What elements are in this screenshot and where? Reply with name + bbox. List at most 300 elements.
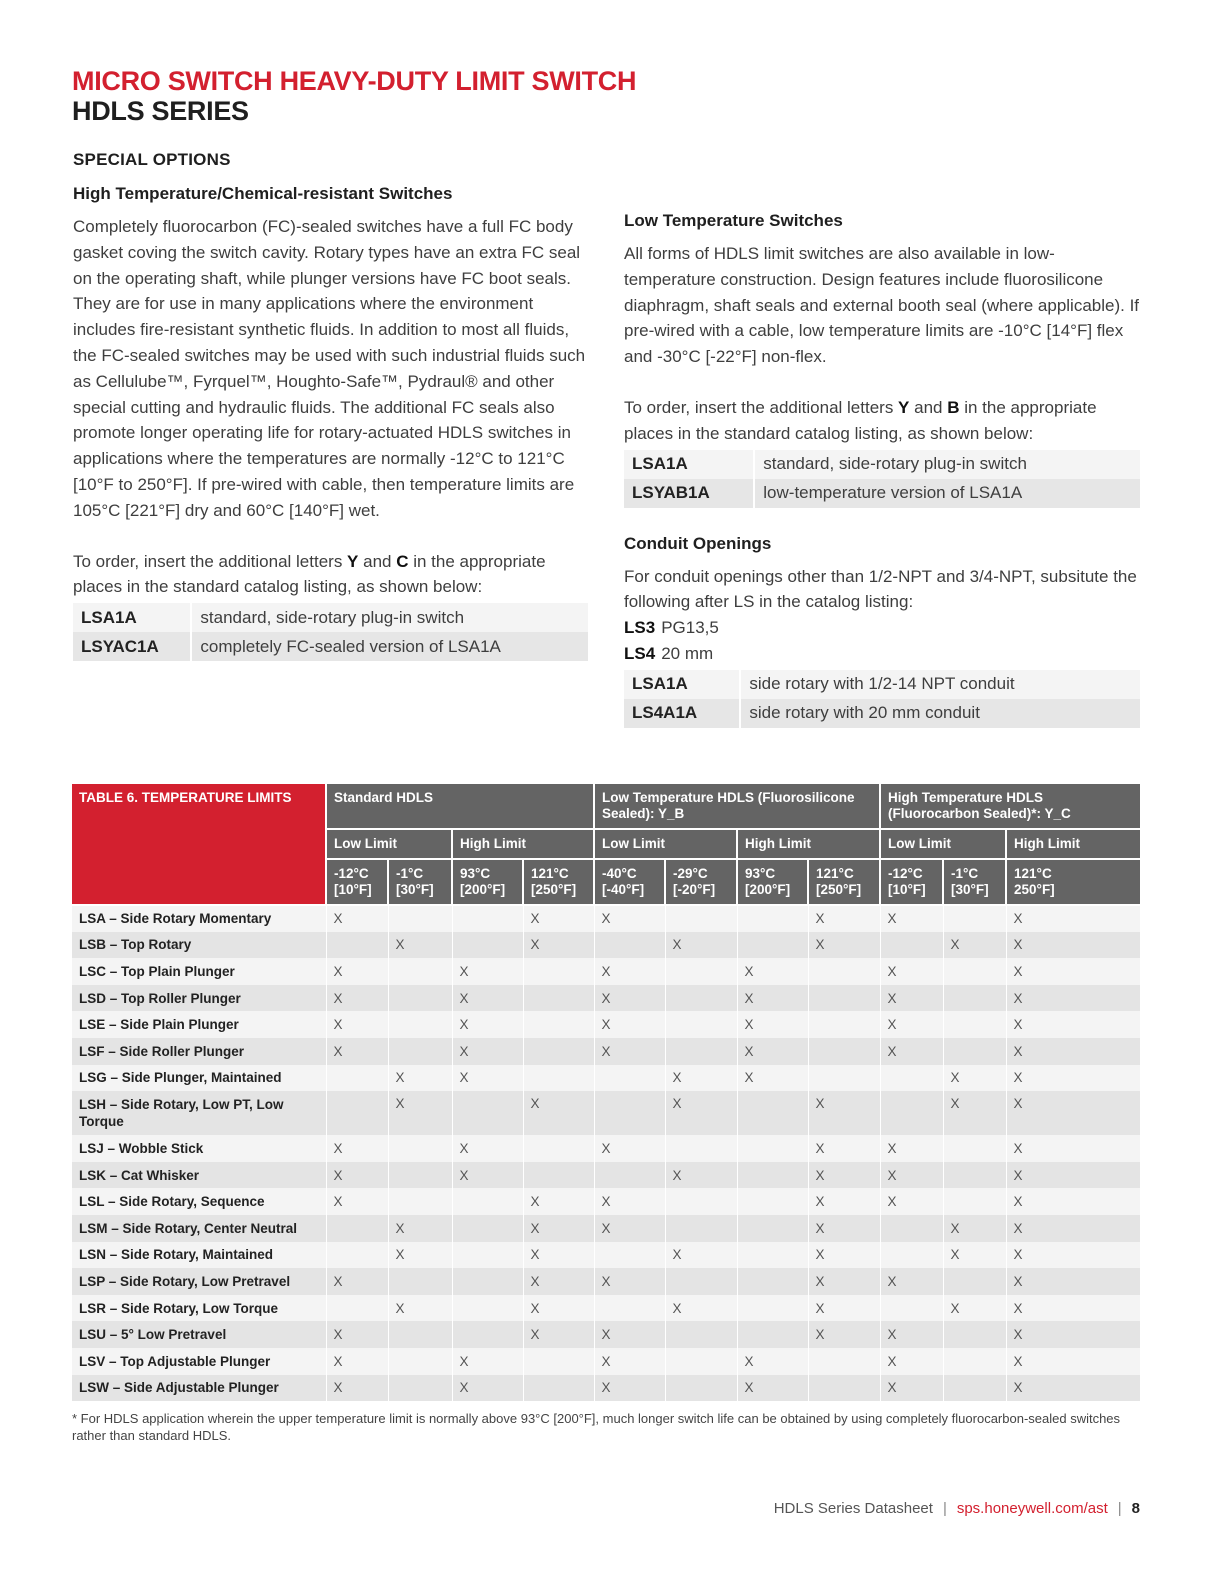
page-footer — [774, 1500, 1140, 1517]
limit-mark-cell: X — [880, 1348, 943, 1375]
switch-type-cell: LSF – Side Roller Plunger — [72, 1038, 326, 1065]
limit-mark-cell: X — [808, 1091, 880, 1135]
limit-mark-cell: X — [523, 1188, 594, 1215]
limit-mark-cell: X — [594, 1011, 665, 1038]
limit-mark-cell — [808, 985, 880, 1012]
order-letter-b: B — [947, 397, 960, 417]
switch-type-cell: LSR – Side Rotary, Low Torque — [72, 1295, 326, 1322]
limit-mark-cell: X — [388, 1065, 452, 1092]
limit-mark-cell: X — [388, 1242, 452, 1269]
limit-mark-cell — [594, 1242, 665, 1269]
limit-mark-cell: X — [808, 905, 880, 932]
desc-cell: standard, side-rotary plug-in switch — [754, 450, 1140, 479]
limit-mark-cell — [388, 1321, 452, 1348]
limit-mark-cell — [326, 1215, 388, 1242]
limit-mark-cell — [737, 1091, 808, 1135]
high-temp-code-table — [73, 603, 588, 661]
limit-mark-cell — [388, 1268, 452, 1295]
limit-mark-cell — [326, 932, 388, 959]
limit-mark-cell: X — [1006, 1065, 1140, 1092]
limit-mark-cell — [388, 985, 452, 1012]
temperature-header: 93°C [200°F] — [737, 859, 808, 905]
limit-mark-cell — [665, 1215, 737, 1242]
limit-mark-cell: X — [523, 932, 594, 959]
limit-mark-cell: X — [737, 1065, 808, 1092]
desc-cell: side rotary with 1/2-14 NPT conduit — [740, 670, 1140, 699]
table-row — [72, 1038, 1140, 1065]
limit-mark-cell — [880, 1091, 943, 1135]
limit-mark-cell: X — [665, 932, 737, 959]
limit-mark-cell: X — [880, 1011, 943, 1038]
limit-mark-cell: X — [594, 1215, 665, 1242]
limit-mark-cell: X — [880, 958, 943, 985]
table-row — [72, 1162, 1140, 1189]
low-temp-heading: Low Temperature Switches — [624, 211, 843, 230]
code-row — [624, 670, 1140, 699]
limit-mark-cell: X — [808, 1295, 880, 1322]
switch-type-cell: LSW – Side Adjustable Plunger — [72, 1375, 326, 1402]
limit-mark-cell — [665, 1011, 737, 1038]
limit-mark-cell — [943, 1011, 1006, 1038]
limit-header: Low Limit — [594, 829, 737, 859]
temperature-header: -1°C [30°F] — [388, 859, 452, 905]
limit-mark-cell — [523, 1348, 594, 1375]
limit-mark-cell — [388, 1348, 452, 1375]
right-column — [624, 211, 1140, 728]
limit-mark-cell: X — [594, 1135, 665, 1162]
special-options-heading: SPECIAL OPTIONS — [73, 150, 231, 169]
code-cell: LSA1A — [624, 670, 740, 699]
limit-mark-cell: X — [326, 1268, 388, 1295]
limit-mark-cell: X — [1006, 1295, 1140, 1322]
limit-mark-cell: X — [880, 905, 943, 932]
limit-mark-cell: X — [326, 905, 388, 932]
limit-mark-cell: X — [452, 1011, 523, 1038]
switch-type-cell: LSB – Top Rotary — [72, 932, 326, 959]
limit-mark-cell — [523, 1375, 594, 1402]
limit-mark-cell: X — [808, 1162, 880, 1189]
limit-mark-cell — [523, 1038, 594, 1065]
limit-mark-cell — [943, 1375, 1006, 1402]
limit-mark-cell — [665, 905, 737, 932]
limit-mark-cell: X — [1006, 1268, 1140, 1295]
limit-mark-cell: X — [326, 1375, 388, 1402]
limit-mark-cell: X — [1006, 905, 1140, 932]
limit-mark-cell — [943, 985, 1006, 1012]
switch-type-cell: LSD – Top Roller Plunger — [72, 985, 326, 1012]
limit-mark-cell — [326, 1295, 388, 1322]
limit-mark-cell — [388, 1188, 452, 1215]
page-title: MICRO SWITCH HEAVY-DUTY LIMIT SWITCH — [72, 66, 637, 96]
desc-cell: side rotary with 20 mm conduit — [740, 699, 1140, 728]
limit-mark-cell: X — [452, 1348, 523, 1375]
temperature-header: 121°C 250°F] — [1006, 859, 1140, 905]
limit-mark-cell: X — [665, 1295, 737, 1322]
limit-mark-cell: X — [452, 958, 523, 985]
limit-mark-cell — [388, 1011, 452, 1038]
limit-mark-cell: X — [594, 1038, 665, 1065]
limit-mark-cell: X — [326, 1188, 388, 1215]
limit-mark-cell — [880, 1242, 943, 1269]
limit-mark-cell: X — [737, 1038, 808, 1065]
limit-mark-cell — [665, 1321, 737, 1348]
temperature-header: -12°C [10°F] — [880, 859, 943, 905]
temperature-header: 121°C [250°F] — [808, 859, 880, 905]
limit-mark-cell: X — [1006, 1135, 1140, 1162]
page-number: 8 — [1131, 1500, 1140, 1517]
table-footnote: * For HDLS application wherein the upper temperature limit is normally above 93°C [200°F], much longer switch life can be obtained by using completely fluorocarbon-sealed switches rather than standard HDLS. — [72, 1411, 1121, 1443]
limit-mark-cell — [737, 1162, 808, 1189]
limit-mark-cell: X — [388, 1295, 452, 1322]
table-row — [72, 985, 1140, 1012]
limit-mark-cell: X — [665, 1091, 737, 1135]
limit-mark-cell — [943, 1348, 1006, 1375]
limit-mark-cell — [523, 1135, 594, 1162]
limit-mark-cell — [594, 1091, 665, 1135]
limit-header: Low Limit — [326, 829, 452, 859]
limit-mark-cell — [880, 1065, 943, 1092]
switch-type-cell: LSL – Side Rotary, Sequence — [72, 1188, 326, 1215]
limit-mark-cell — [665, 1375, 737, 1402]
code-row — [73, 603, 588, 632]
limit-mark-cell: X — [326, 1135, 388, 1162]
limit-mark-cell — [943, 1268, 1006, 1295]
limit-mark-cell: X — [452, 1162, 523, 1189]
limit-mark-cell: X — [943, 932, 1006, 959]
limit-mark-cell: X — [943, 1065, 1006, 1092]
code-row — [624, 450, 1140, 479]
limit-mark-cell: X — [452, 1065, 523, 1092]
table-row — [72, 1375, 1140, 1402]
code-cell: LS4A1A — [624, 699, 740, 728]
temperature-header: 93°C [200°F] — [452, 859, 523, 905]
table-title: TABLE 6. TEMPERATURE LIMITS — [72, 784, 326, 905]
limit-mark-cell: X — [808, 1135, 880, 1162]
limit-mark-cell: X — [1006, 1321, 1140, 1348]
limit-mark-cell — [326, 1242, 388, 1269]
limit-mark-cell: X — [1006, 958, 1140, 985]
table-row — [72, 932, 1140, 959]
table-row — [72, 1348, 1140, 1375]
limit-mark-cell — [880, 1295, 943, 1322]
limit-mark-cell: X — [1006, 1038, 1140, 1065]
limit-mark-cell — [737, 1188, 808, 1215]
limit-mark-cell: X — [594, 985, 665, 1012]
limit-header: High Limit — [737, 829, 880, 859]
switch-type-cell: LSH – Side Rotary, Low PT, Low Torque — [72, 1091, 326, 1135]
limit-mark-cell: X — [452, 985, 523, 1012]
limit-mark-cell — [665, 1268, 737, 1295]
limit-mark-cell: X — [1006, 1188, 1140, 1215]
limit-mark-cell: X — [943, 1295, 1006, 1322]
limit-mark-cell: X — [594, 1321, 665, 1348]
limit-mark-cell: X — [737, 985, 808, 1012]
conduit-paragraph: For conduit openings other than 1/2-NPT and 3/4-NPT, subsitute the following after LS in the catalog listing: — [624, 566, 1137, 612]
switch-type-cell: LSG – Side Plunger, Maintained — [72, 1065, 326, 1092]
limit-mark-cell — [388, 1135, 452, 1162]
code-row — [624, 479, 1140, 508]
temperature-header: -40°C [-40°F] — [594, 859, 665, 905]
limit-mark-cell — [452, 1321, 523, 1348]
limit-mark-cell: X — [808, 932, 880, 959]
low-temp-order-text: To order, insert the additional letters Y and B in the appropriate places in the standard catalog listing, as shown below: — [624, 397, 1097, 443]
table-row — [72, 1242, 1140, 1269]
footer-doc-name: HDLS Series Datasheet — [773, 1500, 933, 1517]
limit-mark-cell: X — [880, 1321, 943, 1348]
order-letter-y: Y — [347, 551, 359, 571]
limit-mark-cell — [665, 985, 737, 1012]
table-row — [72, 1065, 1140, 1092]
table-row — [72, 1188, 1140, 1215]
limit-mark-cell — [665, 1135, 737, 1162]
high-temp-paragraph: Completely fluorocarbon (FC)-sealed switches have a full FC body gasket coving the switch cavity. Rotary types have an extra FC seal on the operating shaft, while plunger versions have FC boot seals. They are for use in many applications where the environment includes fire-resistant synthetic fluids. In addition to most all fluids, the FC-sealed switches may be used with such industrial fluids such as Cellulube™, Fyrquel™, Houghto-Safe™, Pydraul® and other special cutting and hydraulic fluids. The additional FC seals also promote longer operating life for rotary-actuated HDLS switches in applications where the temperatures are normally -12°C to 121°C [10°F to 250°F]. If pre-wired with cable, then temperature limits are 105°C [221°F] dry and 60°C [140°F] wet. — [73, 217, 586, 520]
order-letter-y: Y — [898, 397, 910, 417]
limit-mark-cell: X — [594, 1375, 665, 1402]
limit-mark-cell — [665, 958, 737, 985]
temperature-limits-table-wrap — [72, 784, 1140, 1401]
low-temp-paragraph: All forms of HDLS limit switches are also available in low-temperature construction. Design features include fluorosilicone diaphragm, shaft seals and external booth seal (where applicable). If pre-wired with a cable, low temperature limits are -10°C [14°F] flex and -30°C [-22°F] non-flex. — [624, 244, 1140, 367]
limit-mark-cell: X — [452, 1135, 523, 1162]
limit-mark-cell — [388, 1162, 452, 1189]
limit-mark-cell: X — [326, 1011, 388, 1038]
limit-mark-cell: X — [1006, 1091, 1140, 1135]
limit-mark-cell: X — [523, 1268, 594, 1295]
group-header: Standard HDLS — [326, 784, 594, 829]
limit-mark-cell — [808, 1038, 880, 1065]
limit-mark-cell — [452, 1295, 523, 1322]
limit-mark-cell: X — [808, 1268, 880, 1295]
low-temp-code-table — [624, 450, 1140, 508]
limit-mark-cell: X — [808, 1215, 880, 1242]
limit-mark-cell: X — [326, 1038, 388, 1065]
limit-mark-cell: X — [880, 985, 943, 1012]
order-letter-c: C — [396, 551, 409, 571]
limit-mark-cell — [737, 1135, 808, 1162]
limit-mark-cell: X — [326, 958, 388, 985]
table-row — [72, 1135, 1140, 1162]
desc-cell: standard, side-rotary plug-in switch — [191, 603, 588, 632]
limit-mark-cell — [452, 932, 523, 959]
limit-mark-cell — [523, 1011, 594, 1038]
limit-mark-cell: X — [1006, 1215, 1140, 1242]
table-row — [72, 1268, 1140, 1295]
limit-mark-cell — [737, 1321, 808, 1348]
limit-mark-cell: X — [880, 1135, 943, 1162]
limit-mark-cell — [452, 1188, 523, 1215]
limit-mark-cell — [594, 1162, 665, 1189]
limit-mark-cell — [943, 1038, 1006, 1065]
limit-mark-cell — [880, 932, 943, 959]
limit-mark-cell — [452, 1268, 523, 1295]
page-subtitle: HDLS SERIES — [72, 96, 249, 126]
temperature-header: 121°C [250°F] — [523, 859, 594, 905]
limit-mark-cell — [943, 905, 1006, 932]
limit-mark-cell — [808, 1375, 880, 1402]
limit-mark-cell — [523, 1065, 594, 1092]
switch-type-cell: LSV – Top Adjustable Plunger — [72, 1348, 326, 1375]
code-cell: LSA1A — [73, 603, 191, 632]
limit-mark-cell — [388, 958, 452, 985]
switch-type-cell: LSK – Cat Whisker — [72, 1162, 326, 1189]
limit-mark-cell — [880, 1215, 943, 1242]
limit-mark-cell: X — [523, 1215, 594, 1242]
limit-mark-cell — [943, 1188, 1006, 1215]
high-temp-order-text: To order, insert the additional letters Y and C in the appropriate places in the standard catalog listing, as shown below: — [73, 551, 546, 597]
limit-mark-cell: X — [1006, 1242, 1140, 1269]
limit-mark-cell: X — [808, 1188, 880, 1215]
limit-mark-cell: X — [1006, 1011, 1140, 1038]
limit-mark-cell: X — [326, 1348, 388, 1375]
group-header: Low Temperature HDLS (Fluorosilicone Sealed): Y_B — [594, 784, 880, 829]
limit-mark-cell: X — [808, 1321, 880, 1348]
limit-mark-cell: X — [594, 958, 665, 985]
limit-mark-cell: X — [523, 1295, 594, 1322]
temperature-header: -1°C [30°F] — [943, 859, 1006, 905]
limit-mark-cell — [452, 1242, 523, 1269]
limit-mark-cell — [943, 1135, 1006, 1162]
limit-mark-cell: X — [880, 1375, 943, 1402]
limit-mark-cell: X — [452, 1375, 523, 1402]
high-temp-heading: High Temperature/Chemical-resistant Switches — [73, 184, 453, 203]
limit-mark-cell: X — [388, 1091, 452, 1135]
conduit-code-table — [624, 670, 1140, 728]
footer-separator: | — [942, 1500, 947, 1517]
limit-mark-cell: X — [943, 1091, 1006, 1135]
limit-mark-cell — [808, 1065, 880, 1092]
limit-mark-cell: X — [523, 1242, 594, 1269]
limit-mark-cell: X — [594, 1348, 665, 1375]
limit-mark-cell — [452, 905, 523, 932]
limit-mark-cell — [943, 1162, 1006, 1189]
table-row — [72, 1011, 1140, 1038]
switch-type-cell: LSN – Side Rotary, Maintained — [72, 1242, 326, 1269]
limit-mark-cell: X — [1006, 1348, 1140, 1375]
table-row — [72, 1295, 1140, 1322]
limit-mark-cell: X — [737, 958, 808, 985]
footer-url-link[interactable]: sps.honeywell.com/ast — [956, 1500, 1108, 1517]
limit-mark-cell — [665, 1038, 737, 1065]
limit-mark-cell: X — [665, 1065, 737, 1092]
limit-mark-cell: X — [737, 1348, 808, 1375]
limit-mark-cell: X — [880, 1038, 943, 1065]
footer-separator: | — [1117, 1500, 1122, 1517]
limit-mark-cell — [737, 1295, 808, 1322]
switch-type-cell: LSC – Top Plain Plunger — [72, 958, 326, 985]
limit-mark-cell — [452, 1091, 523, 1135]
limit-mark-cell: X — [943, 1242, 1006, 1269]
limit-mark-cell — [808, 1011, 880, 1038]
limit-mark-cell: X — [594, 905, 665, 932]
temperature-header: -12°C [10°F] — [326, 859, 388, 905]
limit-mark-cell: X — [943, 1215, 1006, 1242]
table-row — [72, 905, 1140, 932]
desc-cell: low-temperature version of LSA1A — [754, 479, 1140, 508]
switch-type-cell: LSM – Side Rotary, Center Neutral — [72, 1215, 326, 1242]
limit-mark-cell: X — [880, 1162, 943, 1189]
limit-mark-cell: X — [326, 1162, 388, 1189]
limit-mark-cell — [665, 1188, 737, 1215]
switch-type-cell: LSE – Side Plain Plunger — [72, 1011, 326, 1038]
code-row — [73, 632, 588, 661]
limit-mark-cell: X — [326, 1321, 388, 1348]
limit-header: High Limit — [452, 829, 594, 859]
limit-mark-cell: X — [523, 905, 594, 932]
limit-mark-cell — [594, 932, 665, 959]
limit-mark-cell — [523, 1162, 594, 1189]
conduit-option: LS3 PG13,5 — [624, 618, 719, 638]
limit-mark-cell — [737, 1268, 808, 1295]
limit-mark-cell: X — [388, 932, 452, 959]
limit-mark-cell: X — [737, 1011, 808, 1038]
limit-mark-cell: X — [665, 1162, 737, 1189]
limit-mark-cell: X — [452, 1038, 523, 1065]
switch-type-cell: LSP – Side Rotary, Low Pretravel — [72, 1268, 326, 1295]
table-row — [72, 1091, 1140, 1135]
limit-mark-cell: X — [1006, 932, 1140, 959]
limit-mark-cell: X — [326, 985, 388, 1012]
code-cell: LSYAC1A — [73, 632, 191, 661]
limit-mark-cell: X — [523, 1091, 594, 1135]
limit-mark-cell — [808, 1348, 880, 1375]
limit-mark-cell: X — [665, 1242, 737, 1269]
limit-mark-cell: X — [737, 1375, 808, 1402]
limit-mark-cell — [665, 1348, 737, 1375]
limit-mark-cell: X — [1006, 1162, 1140, 1189]
group-header: High Temperature HDLS (Fluorocarbon Sealed)*: Y_C — [880, 784, 1140, 829]
limit-mark-cell — [808, 958, 880, 985]
switch-type-cell: LSJ – Wobble Stick — [72, 1135, 326, 1162]
limit-mark-cell: X — [808, 1242, 880, 1269]
limit-mark-cell — [388, 1375, 452, 1402]
code-row — [624, 699, 1140, 728]
table-row — [72, 1215, 1140, 1242]
limit-mark-cell: X — [594, 1268, 665, 1295]
code-cell: LSYAB1A — [624, 479, 754, 508]
limit-mark-cell — [737, 932, 808, 959]
limit-header: High Limit — [1006, 829, 1140, 859]
limit-mark-cell — [388, 1038, 452, 1065]
conduit-option: LS4 20 mm — [624, 643, 714, 663]
limit-mark-cell — [737, 905, 808, 932]
limit-mark-cell — [943, 958, 1006, 985]
switch-type-cell: LSA – Side Rotary Momentary — [72, 905, 326, 932]
limit-mark-cell: X — [880, 1188, 943, 1215]
limit-mark-cell: X — [880, 1268, 943, 1295]
limit-mark-cell — [943, 1321, 1006, 1348]
temperature-header: -29°C [-20°F] — [665, 859, 737, 905]
code-cell: LSA1A — [624, 450, 754, 479]
limit-mark-cell — [326, 1091, 388, 1135]
table-row — [72, 958, 1140, 985]
limit-mark-cell — [594, 1065, 665, 1092]
limit-mark-cell — [388, 905, 452, 932]
limit-mark-cell: X — [523, 1321, 594, 1348]
switch-type-cell: LSU – 5° Low Pretravel — [72, 1321, 326, 1348]
table-row — [72, 1321, 1140, 1348]
limit-mark-cell: X — [594, 1188, 665, 1215]
limit-mark-cell — [523, 985, 594, 1012]
limit-header: Low Limit — [880, 829, 1006, 859]
left-column — [73, 150, 588, 661]
limit-mark-cell — [452, 1215, 523, 1242]
limit-mark-cell: X — [388, 1215, 452, 1242]
limit-mark-cell: X — [1006, 1375, 1140, 1402]
limit-mark-cell — [326, 1065, 388, 1092]
desc-cell: completely FC-sealed version of LSA1A — [191, 632, 588, 661]
limit-mark-cell — [594, 1295, 665, 1322]
limit-mark-cell: X — [1006, 985, 1140, 1012]
conduit-heading: Conduit Openings — [624, 533, 772, 553]
